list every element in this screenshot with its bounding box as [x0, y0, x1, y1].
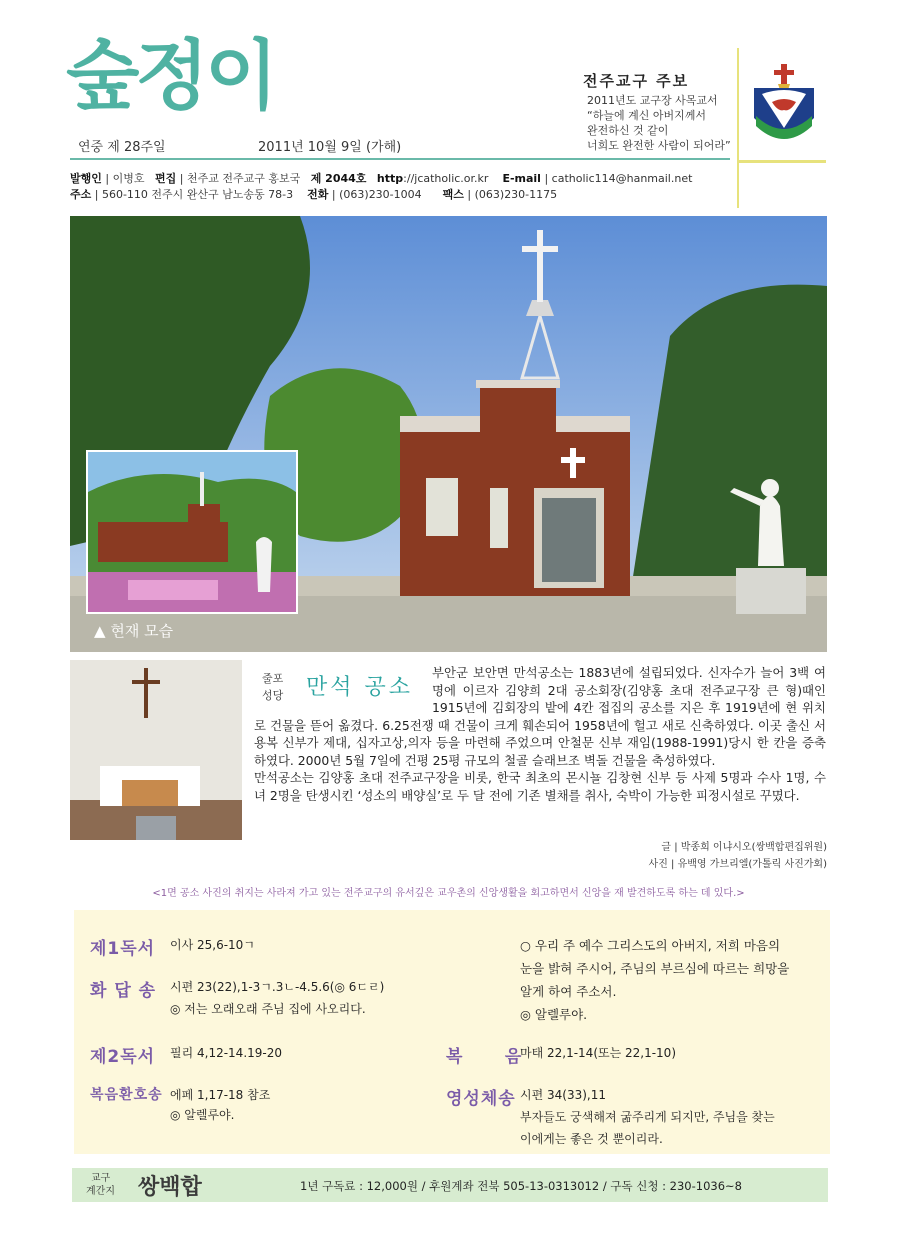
communion-text: 이에게는 좋은 것 뿐이리라.	[520, 1132, 663, 1146]
phone-value: | (063)230-1004	[331, 188, 422, 201]
motto-line: “하늘에 계신 아버지께서	[587, 109, 706, 122]
motto-line: 너희도 완전한 사람이 되어라”	[587, 139, 731, 152]
article-body	[254, 664, 826, 804]
address-line	[70, 186, 557, 202]
current-view-photo	[86, 450, 298, 614]
communion-label: 영성체송	[446, 1089, 516, 1109]
issue-number: 제 2044호	[310, 172, 367, 185]
editor-value: | 천주교 전주교구 홍보국	[179, 172, 301, 185]
article-paragraph: 부안군 보안면 만석공소는 1883년에 설립되었다. 신자수가 늘어 3백 여명에 이르자 김양희 2대 공소회장(김양홍 초대 전주교구장 큰 형)때인 1915년에 김회장의 밭에 4칸 접집의 공소를 지은 후 1919년에 현 위치로 건물을 뜯어 옮겼다. 6.25전쟁 때 건물이 크게 훼손되어 1958년에 헐고 새로 신축하였다. 이곳 출신 서용복 신부가 제대, 십자고상,의자 등을 마련해 주었으며 안철문 신부 재임(1988-1991)당시 한 칸을 증축하였다. 2000년 5월 7일에 건평 25평 규모의 철골 슬래브조 벽돌 건물을 축성하였다.	[254, 665, 826, 768]
motto-line: 완전하신 것 같이	[587, 124, 669, 137]
publisher-value: | 이병호	[105, 172, 145, 185]
subscription-info: 1년 구독료 : 12,000원 / 후원계좌 전북 505-13-0313012 / 구독 신청 : 230-1036~8	[300, 1179, 742, 1193]
paper-title: 숲정이	[66, 31, 275, 120]
alleluia-label: 복음환호송	[90, 1087, 163, 1103]
website-link[interactable]: ://jcatholic.or.kr	[403, 172, 489, 185]
diocese-title: 전주교구 주보	[583, 72, 690, 90]
issue-label: 연중 제 28주일	[78, 140, 166, 155]
article-heading: 만석 공소	[306, 675, 414, 700]
kicker-parish: 줄포	[262, 672, 284, 685]
editor-label: 편집	[154, 172, 177, 185]
publisher-label: 발행인	[70, 172, 102, 185]
psalm-response: ◎ 저는 오래오래 주님 집에 사오리다.	[170, 1002, 366, 1016]
divider	[70, 158, 730, 160]
publisher-line	[70, 170, 692, 186]
kicker-type: 성당	[262, 689, 284, 702]
magazine-brand: 쌍백합	[138, 1174, 202, 1200]
psalm-ref: 시편 23(22),1-3ㄱ.3ㄴ-4.5.6(◎ 6ㄷㄹ)	[170, 980, 385, 994]
verse-line: ◎ 알렐루야.	[520, 1007, 588, 1022]
psalm-label: 화 답 송	[90, 981, 157, 1001]
fax-label: 팩스	[442, 188, 464, 201]
fax-value: | (063)230-1175	[467, 188, 558, 201]
verse-line: 알게 하여 주소서.	[520, 984, 617, 999]
footer-label	[86, 1172, 115, 1198]
communion-text: 부자들도 궁색해져 굶주리게 되지만, 주님을 찾는	[520, 1110, 775, 1124]
gospel-label: 복 음	[446, 1047, 523, 1067]
verse-line: ○ 우리 주 예수 그리스도의 아버지, 저희 마음의	[520, 938, 781, 953]
divider	[738, 160, 826, 163]
alleluia-response: ◎ 알렐루야.	[170, 1108, 235, 1122]
email-link[interactable]: | catholic114@hanmail.net	[544, 172, 693, 185]
footer-label-line: 계간지	[86, 1186, 115, 1197]
second-reading-label: 제2독서	[90, 1047, 156, 1067]
motto-line: 2011년도 교구장 사목교서	[587, 94, 718, 107]
http-label: http	[376, 172, 404, 185]
caption-text: 현재 모습	[110, 622, 174, 640]
issue-date: 2011년 10월 9일 (가해)	[258, 140, 402, 155]
divider	[737, 48, 739, 208]
editorial-note: <1면 공소 사진의 취지는 사라져 가고 있는 전주교구의 유서깊은 교우촌의 신앙생활을 회고하면서 신앙을 재 발견하도록 하는 데 있다.>	[152, 888, 745, 899]
phone-label: 전화	[307, 188, 329, 201]
pastoral-motto	[587, 93, 731, 153]
footer-label-line: 교구	[90, 1173, 111, 1184]
communion-ref: 시편 34(33),11	[520, 1088, 606, 1102]
arrow-up-icon: ▲	[94, 622, 106, 640]
photographer-credit: 사진 | 유백영 가브리엘(가톨릭 사진가회)	[648, 859, 827, 870]
alleluia-ref: 에페 1,17-18 참조	[170, 1088, 271, 1102]
verse-line: 눈을 밝혀 주시어, 주님의 부르심에 따르는 희망을	[520, 961, 790, 976]
email-label: E-mail	[502, 172, 541, 185]
first-reading-ref: 이사 25,6-10ㄱ	[170, 938, 255, 952]
altar-photo	[70, 660, 242, 840]
diocese-crest-icon	[748, 62, 820, 148]
article-paragraph: 만석공소는 김양홍 초대 전주교구장을 비롯, 한국 최초의 몬시뇰 김창현 신부 등 사제 5명과 수사 1명, 수녀 2명을 탄생시킨 ‘성소의 배양실’로 두 달 전에 기존 별채를 취사, 숙박이 가능한 피정시설로 꾸몄다.	[254, 770, 826, 803]
author-credit: 글 | 박종희 이냐시오(쌍백합편집위원)	[661, 842, 827, 853]
address-value: | 560-110 전주시 완산구 남노송동 78-3	[94, 188, 294, 201]
alleluia-verse	[520, 934, 789, 1026]
heading-spacer	[254, 664, 432, 714]
gospel-ref: 마태 22,1-14(또는 22,1-10)	[520, 1046, 676, 1060]
address-label: 주소	[70, 188, 92, 201]
second-reading-ref: 필리 4,12-14.19-20	[170, 1046, 283, 1060]
photo-caption	[94, 620, 173, 641]
first-reading-label: 제1독서	[90, 939, 156, 959]
